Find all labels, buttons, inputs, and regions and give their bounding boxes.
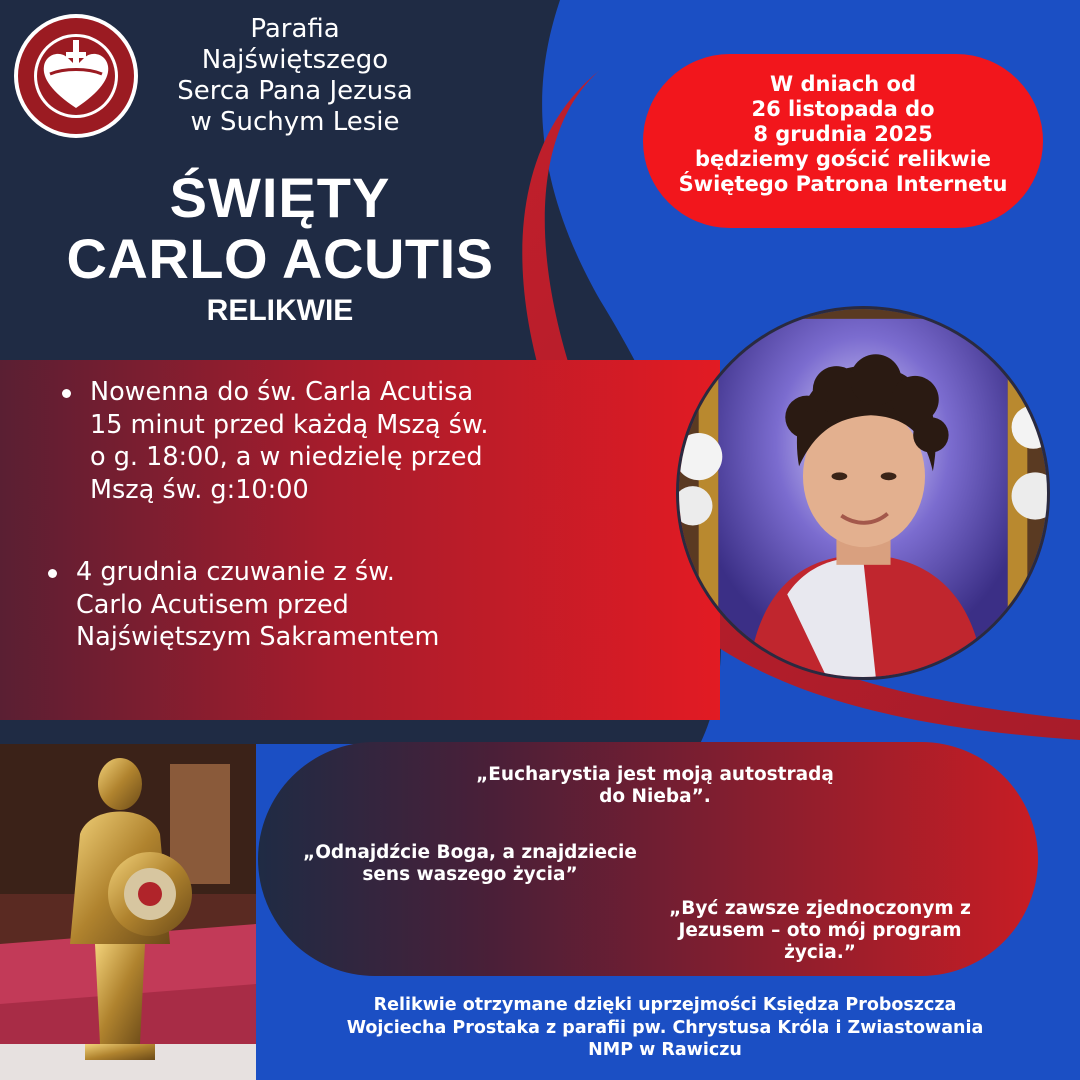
program-line: 15 minut przed każdą Mszą św. — [90, 409, 489, 440]
parish-logo — [12, 12, 140, 140]
program-item-vigil — [42, 556, 562, 654]
title-line-name: CARLO ACUTIS — [66, 227, 494, 290]
quote-line: do Nieba”. — [599, 786, 711, 807]
bullet-icon — [62, 389, 71, 398]
program-line: Nowenna do św. Carla Acutisa — [90, 377, 474, 407]
announcement-line: 8 grudnia 2025 — [753, 122, 933, 146]
title-line-relics: RELIKWIE — [206, 294, 354, 327]
portrait-photo — [676, 306, 1050, 680]
quote-line: „Odnajdźcie Boga, a znajdziecie — [303, 842, 637, 863]
credit-line: NMP w Rawiczu — [588, 1040, 742, 1060]
program-line: Carlo Acutisem przed — [76, 589, 349, 620]
quote-find-god — [270, 842, 670, 886]
relics-credit — [270, 994, 1060, 1062]
announcement-line: W dniach od — [770, 72, 916, 96]
quote-line: „Być zawsze zjednoczonym z — [669, 898, 971, 919]
announcement-pill — [643, 54, 1043, 228]
main-title — [40, 168, 520, 330]
program-line: Najświętszym Sakramentem — [76, 622, 440, 652]
program-line: 4 grudnia czuwanie z św. — [76, 557, 395, 587]
parish-line: w Suchym Lesie — [190, 107, 400, 137]
program-line: Mszą św. g:10:00 — [90, 474, 309, 505]
quote-line: sens waszego życia” — [362, 864, 578, 885]
credit-line: Relikwie otrzymane dzięki uprzejmości Księdza Proboszcza — [373, 995, 957, 1015]
bullet-icon — [48, 569, 57, 578]
quote-line: „Eucharystia jest moją autostradą — [476, 764, 834, 785]
parish-line: Najświętszego — [201, 45, 389, 75]
reliquary-photo — [0, 744, 256, 1080]
program-item-novena — [56, 376, 576, 506]
title-line-saint: ŚWIĘTY — [169, 166, 391, 229]
announcement-line: będziemy gościć relikwie — [694, 147, 992, 171]
quote-eucharist — [440, 764, 870, 808]
parish-name — [150, 14, 440, 138]
announcement-line: Świętego Patrona Internetu — [678, 172, 1008, 196]
program-list — [56, 376, 576, 654]
quote-line: Jezusem – oto mój program — [678, 920, 962, 941]
parish-line: Serca Pana Jezusa — [177, 76, 413, 106]
parish-line: Parafia — [250, 14, 340, 44]
quote-program — [640, 898, 1000, 964]
announcement-line: 26 listopada do — [751, 97, 935, 121]
quote-line: życia.” — [784, 942, 856, 963]
credit-line: Wojciecha Prostaka z parafii pw. Chrystusa Króla i Zwiastowania — [346, 1017, 984, 1038]
program-line: o g. 18:00, a w niedzielę przed — [90, 442, 483, 472]
